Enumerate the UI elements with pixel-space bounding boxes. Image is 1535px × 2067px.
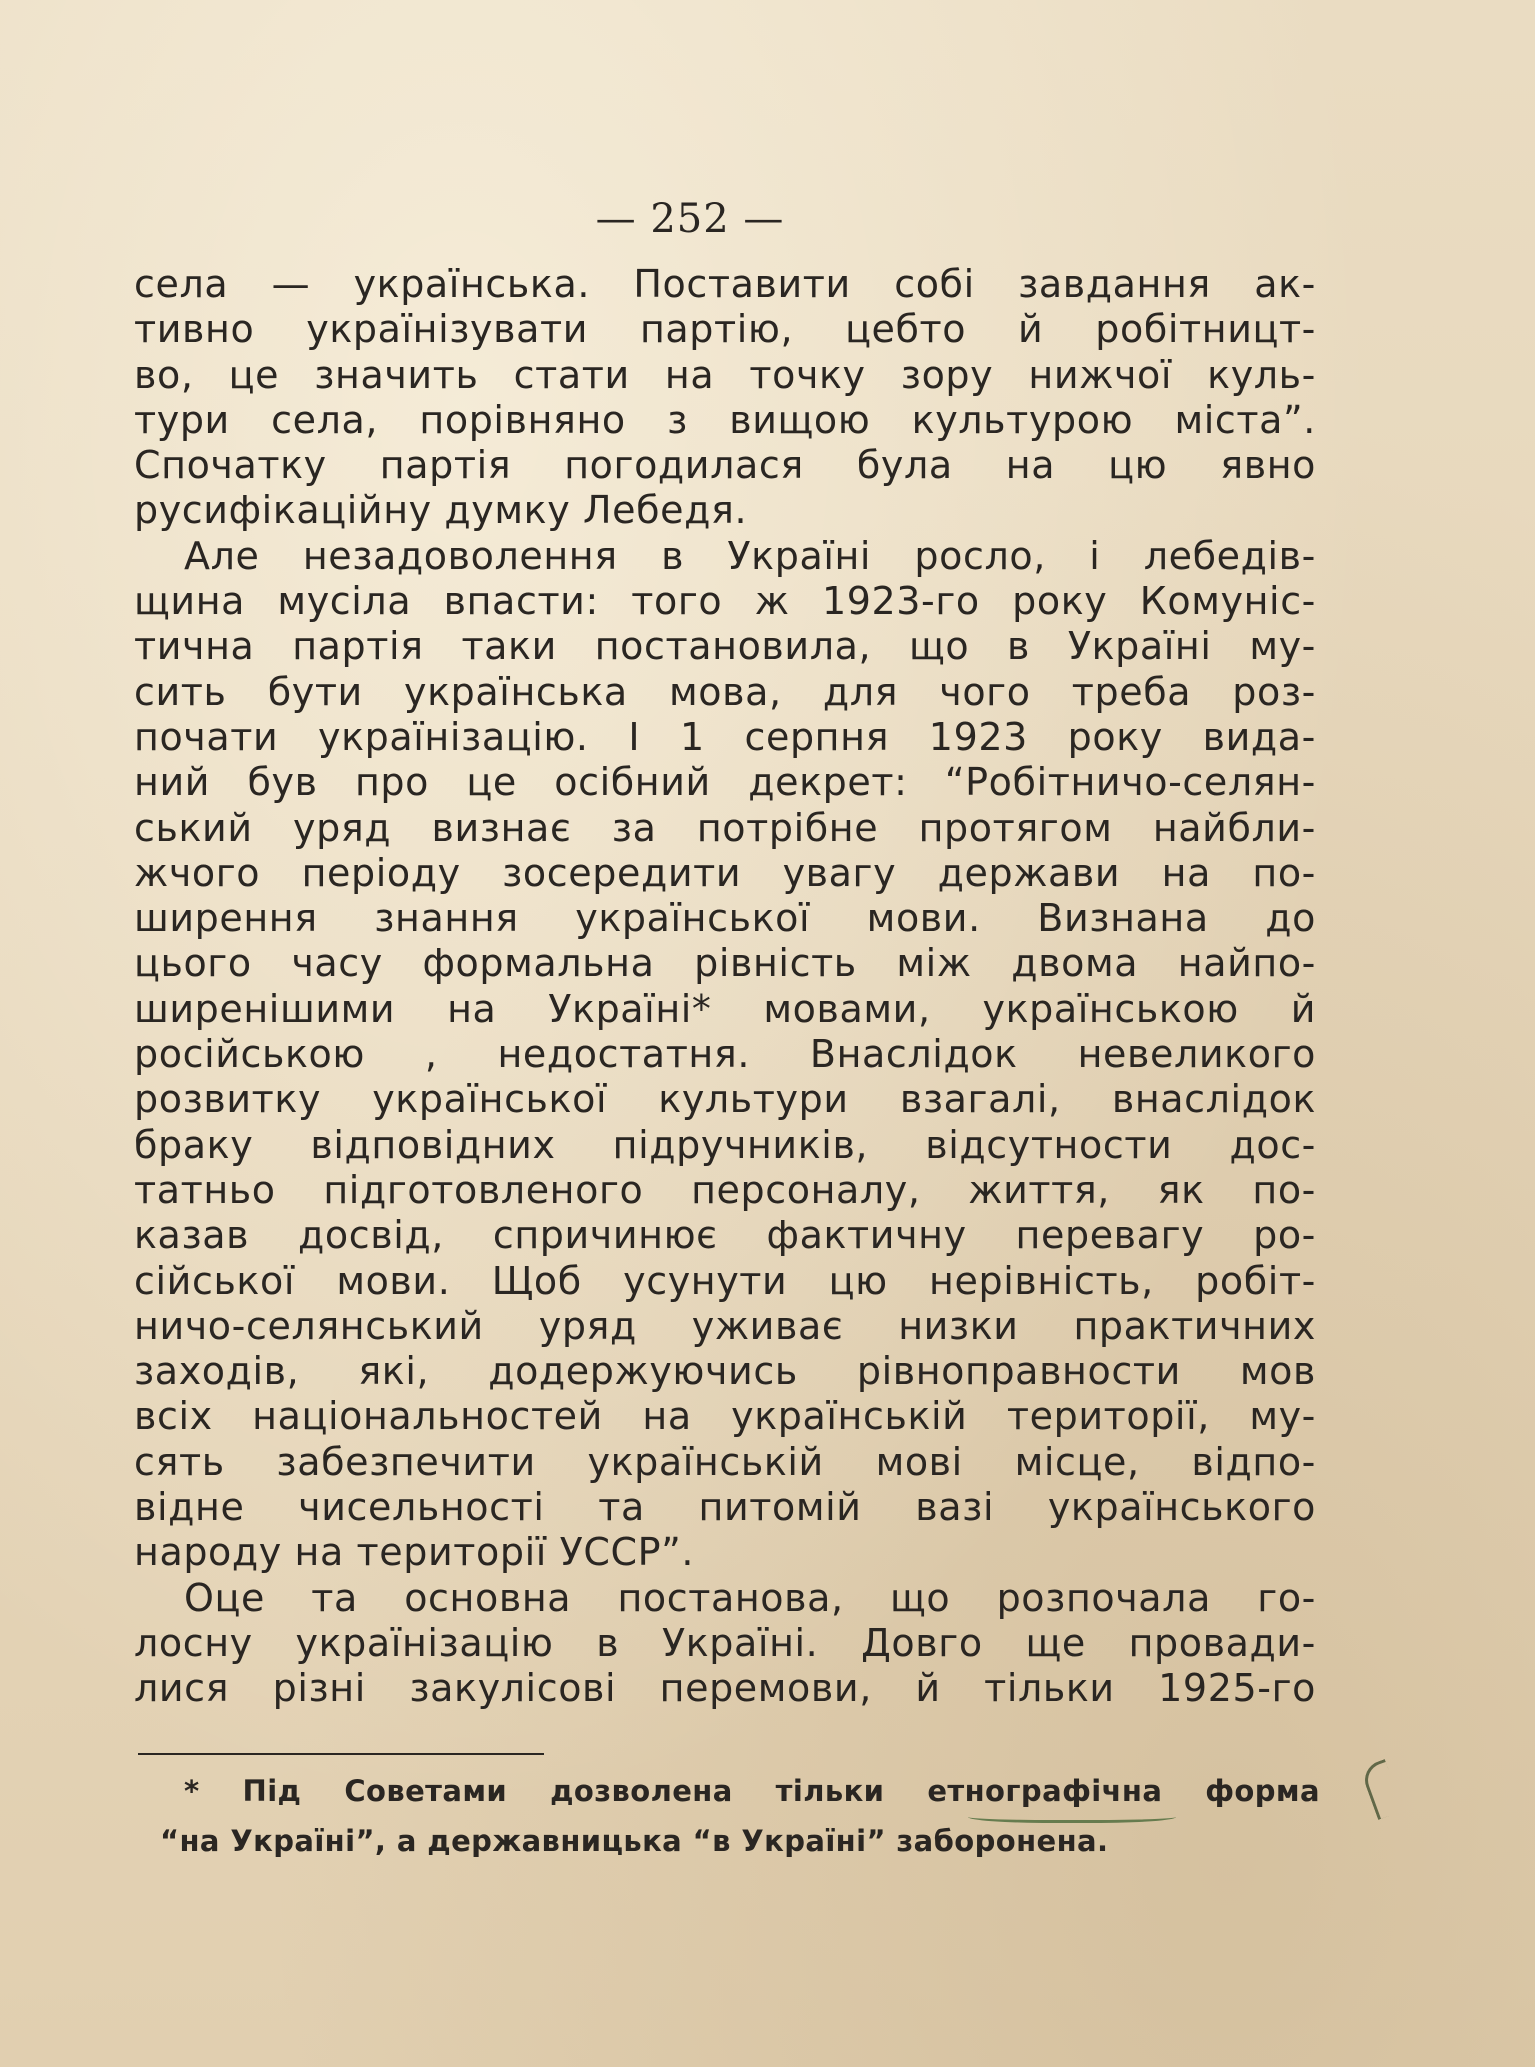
text-line: сять забезпечити українській мові місце, відпо- bbox=[134, 1439, 1316, 1484]
text-line: сить бути українська мова, для чого треба роз- bbox=[134, 669, 1316, 714]
paragraph-start-line: Але незадоволення в Україні росло, і лебедів- bbox=[184, 533, 1316, 578]
text-line: цього часу формальна рівність між двома найпо- bbox=[134, 941, 1316, 986]
text-line: села — українська. Поставити собі завдання ак- bbox=[134, 262, 1316, 306]
text-line: відне чисельності та питомій вазі українського bbox=[134, 1485, 1316, 1530]
text-line: почати українізацію. І 1 серпня 1923 року вида- bbox=[134, 714, 1316, 759]
text-line: російською , недостатня. Внаслідок невеликого bbox=[134, 1032, 1316, 1077]
text-line: ний був про це осібний декрет: “Робітничо-селян- bbox=[134, 760, 1316, 805]
text-line: заходів, які, додержуючись рівноправности мов bbox=[134, 1349, 1316, 1394]
text-line: жчого періоду зосередити увагу держави на по- bbox=[134, 850, 1316, 895]
text-line: ширення знання української мови. Визнана до bbox=[134, 896, 1316, 941]
text-line: ничо-селянський уряд уживає низки практичних bbox=[134, 1303, 1316, 1348]
text-line: лосну українізацію в Україні. Довго ще провади- bbox=[134, 1620, 1316, 1665]
text-line: казав досвід, спричинює фактичну перевагу ро- bbox=[134, 1213, 1316, 1258]
text-line: браку відповідних підручників, відсутности дос- bbox=[134, 1122, 1316, 1167]
text-line: Спочатку партія погодилася була на цю явно bbox=[134, 443, 1316, 488]
footnote-line: * Під Советами дозволена тільки етнографічна форма bbox=[184, 1774, 1320, 1808]
text-line: ширенішими на Україні* мовами, українською й bbox=[134, 986, 1316, 1031]
text-line: всіх національностей на українській території, му- bbox=[134, 1394, 1316, 1439]
text-line: щина мусіла впасти: того ж 1923-го року Комуніс- bbox=[134, 579, 1316, 624]
text-line: лися різні закулісові перемови, й тільки 1925-го bbox=[134, 1666, 1316, 1711]
text-line: розвитку української культури взагалі, внаслідок bbox=[134, 1077, 1316, 1122]
text-line: во, це значить стати на точку зору нижчої куль- bbox=[134, 352, 1316, 397]
page-number: — 252 — bbox=[595, 196, 785, 242]
body-text bbox=[134, 262, 1316, 1712]
text-line: русифікаційну думку Лебедя. bbox=[134, 488, 748, 533]
text-line: ський уряд визнає за потрібне протягом найбли- bbox=[134, 805, 1316, 850]
text-line: татньо підготовленого персоналу, життя, як по- bbox=[134, 1167, 1316, 1212]
text-line: тури села, порівняно з вищою культурою міста”. bbox=[134, 397, 1316, 442]
footnote-divider bbox=[138, 1753, 544, 1755]
text-line: сійської мови. Щоб усунути цю нерівність, робіт- bbox=[134, 1258, 1316, 1303]
text-line: тична партія таки постановила, що в Україні му- bbox=[134, 624, 1316, 669]
footnote-line: “на Україні”, а державницька “в Україні” заборонена. bbox=[160, 1824, 1109, 1858]
handwritten-margin-mark bbox=[1359, 1759, 1403, 1820]
text-line: народу на території УССР”. bbox=[134, 1530, 695, 1575]
text-line: тивно українізувати партію, цебто й робітницт- bbox=[134, 307, 1316, 352]
handwritten-underline bbox=[968, 1808, 1176, 1823]
paragraph-start-line: Оце та основна постанова, що розпочала го- bbox=[184, 1575, 1316, 1620]
